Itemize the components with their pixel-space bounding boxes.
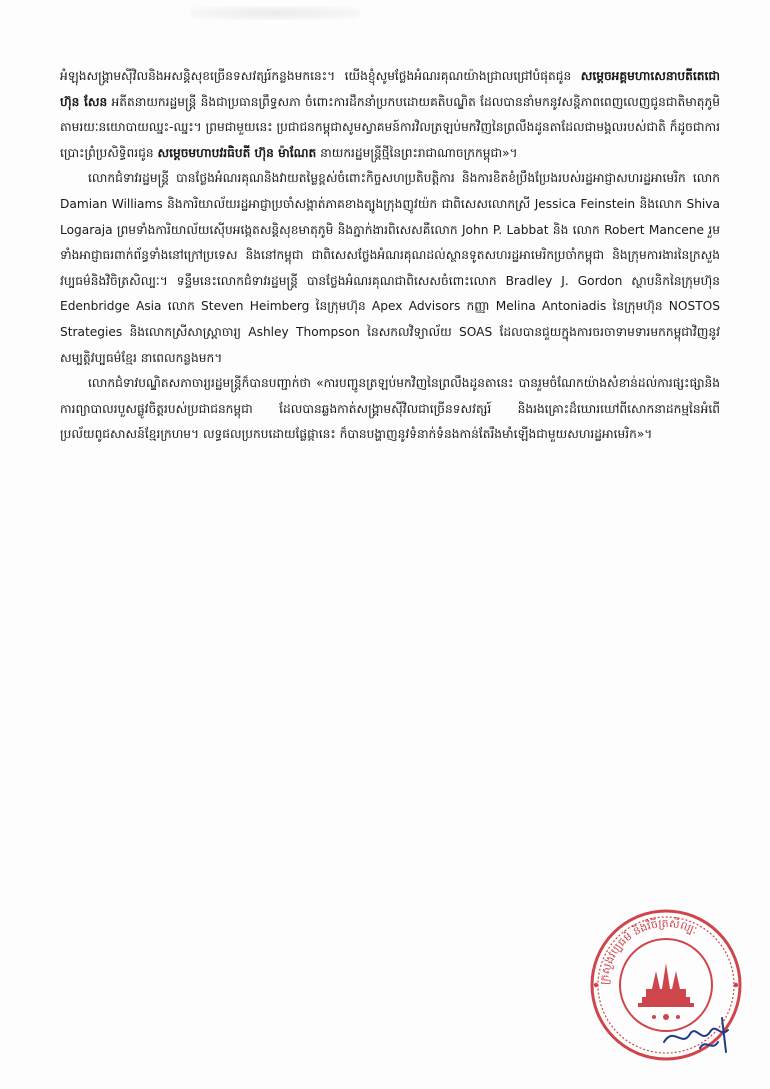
- paragraph-2: [60, 166, 720, 371]
- paragraph-1-bold-name-hun-manet: សម្តេចមហាបវរធិបតី ហ៊ុន ម៉ាណែត: [157, 145, 317, 160]
- paragraph-3-text: លោកជំទាវបណ្ឌិតសភាចារ្យរដ្ឋមន្ត្រីក៏បានបញ្ជាក់ថា «ការបញ្ជូនត្រឡប់មកវិញនៃព្រលឹងដូនតានេះ បានរួមចំណែកយ៉ាងសំខាន់ដល់ការផ្សះផ្សានិងការព្យាបាលរបួសផ្លូវចិត្តរបស់ប្រជាជនកម្ពុជា ដែលបានឆ្លងកាត់សង្គ្រាមស៊ីវិលជាច្រើនទសវត្សរ៍ និងរងគ្រោះដ៏ឃោរឃៅពីសោកនាដកម្មនៃអំពើប្រល័យពូជសាសន៍ខ្មែរក្រហម។ លទ្ធផលប្រកបដោយផ្លែផ្កានេះ ក៏បានបង្ហាញនូវទំនាក់ទំនងកាន់តែរឹងមាំឡើងជាមួយសហរដ្ឋអាមេរិក»។: [60, 376, 720, 442]
- paragraph-1-text-2: អតីតនាយករដ្ឋមន្ត្រី និងជាប្រធានព្រឹទ្ធសភា ចំពោះការដឹកនាំប្រកបដោយគតិបណ្ឌិត ដែលបាននាំមកនូវសន្តិភាពពេញលេញជូនជាតិមាតុភូមិ តាមរយៈនយោបាយឈ្នះ-ឈ្នះ។ ព្រមជាមួយនេះ ប្រជាជនកម្ពុជាសូមស្វាគមន៍ការវិលត្រឡប់មកវិញនៃព្រលឹងដូនតាដែលជាមង្គលរបស់ជាតិ ក៏ដូចជាការប្រោះព្រំប្រសិទ្ធិពរជូន: [60, 94, 721, 160]
- signature-mark: [660, 1008, 740, 1058]
- scan-artifact: [190, 6, 360, 20]
- paragraph-3: [60, 371, 720, 448]
- paragraph-1-bold-name-hun-sen: សម្តេចអគ្គមហាសេនាបតីតេជោ ហ៊ុន សែន: [60, 69, 720, 109]
- paragraph-1: [60, 64, 720, 166]
- paragraph-1-text-3: នាយករដ្ឋមន្ត្រីថ្មីនៃព្រះរាជាណាចក្រកម្ពុជា»។: [316, 145, 518, 160]
- paragraph-1-text-1: អំឡុងសង្គ្រាមស៊ីវិលនិងអសន្តិសុខច្រើនទសវត្សរ៍កន្លងមកនេះ។ យើងខ្ញុំសូមថ្លែងអំណរគុណយ៉ាងជ្រាលជ្រៅបំផុតជូន: [60, 69, 581, 83]
- seal-ring-textpath: ក្រសួងវប្បធម៌ និងវិចិត្រសិល្បៈ: [597, 916, 699, 986]
- paragraph-2-text: លោកជំទាវរដ្ឋមន្ត្រី បានថ្លែងអំណរគុណនិងវាយតម្លៃខ្ពស់ចំពោះកិច្ចសហប្រតិបត្តិការ និងការខិតខំប្រឹងប្រែងរបស់រដ្ឋអាជ្ញាសហរដ្ឋអាមេរិក លោក Damian Williams និងការិយាល័យរដ្ឋអាជ្ញាប្រចាំសង្កាត់ភាគខាងត្បូងក្រុងញូវយ៉ក ជាពិសេសលោកស្រី Jessica Feinstein និងលោក Shiva Logaraja ព្រមទាំងការិយាល័យស៊ើបអង្កេតសន្តិសុខមាតុភូមិ និងភ្នាក់ងារពិសេសគឺលោក John P. Labbat និង លោក Robert Mancene រួមទាំងអាជ្ញាធរពាក់ព័ន្ធទាំងនៅក្រៅប្រទេស និងនៅកម្ពុជា ជាពិសេសថ្លែងអំណរគុណដល់ស្ថានទូតសហរដ្ឋអាមេរិកប្រចាំកម្ពុជា និងក្រុមការងារនៃក្រសួងវប្បធម៌និងវិចិត្រសិល្បៈ។ ទន្ទឹមនេះលោកជំទាវរដ្ឋមន្ត្រី បានថ្លែងអំណរគុណជាពិសេសចំពោះលោក Bradley J. Gordon ស្ថាបនិកនៃក្រុមហ៊ុន Edenbridge Asia លោក Steven Heimberg នៃក្រុមហ៊ុន Apex Advisors កញ្ញា Melina Antoniadis នៃក្រុមហ៊ុន NOSTOS Strategies និងលោកស្រីសាស្ត្រាចារ្យ Ashley Thompson នៃសកលវិទ្យាល័យ SOAS ដែលបានជួយក្នុងការចរចាទាមទារមកកម្ពុជាវិញនូវសម្បត្តិវប្បធម៌ខ្មែរ នាពេលកន្លងមក។: [60, 171, 720, 365]
- seal-ring-text: [598, 916, 699, 985]
- document-body: [60, 64, 720, 448]
